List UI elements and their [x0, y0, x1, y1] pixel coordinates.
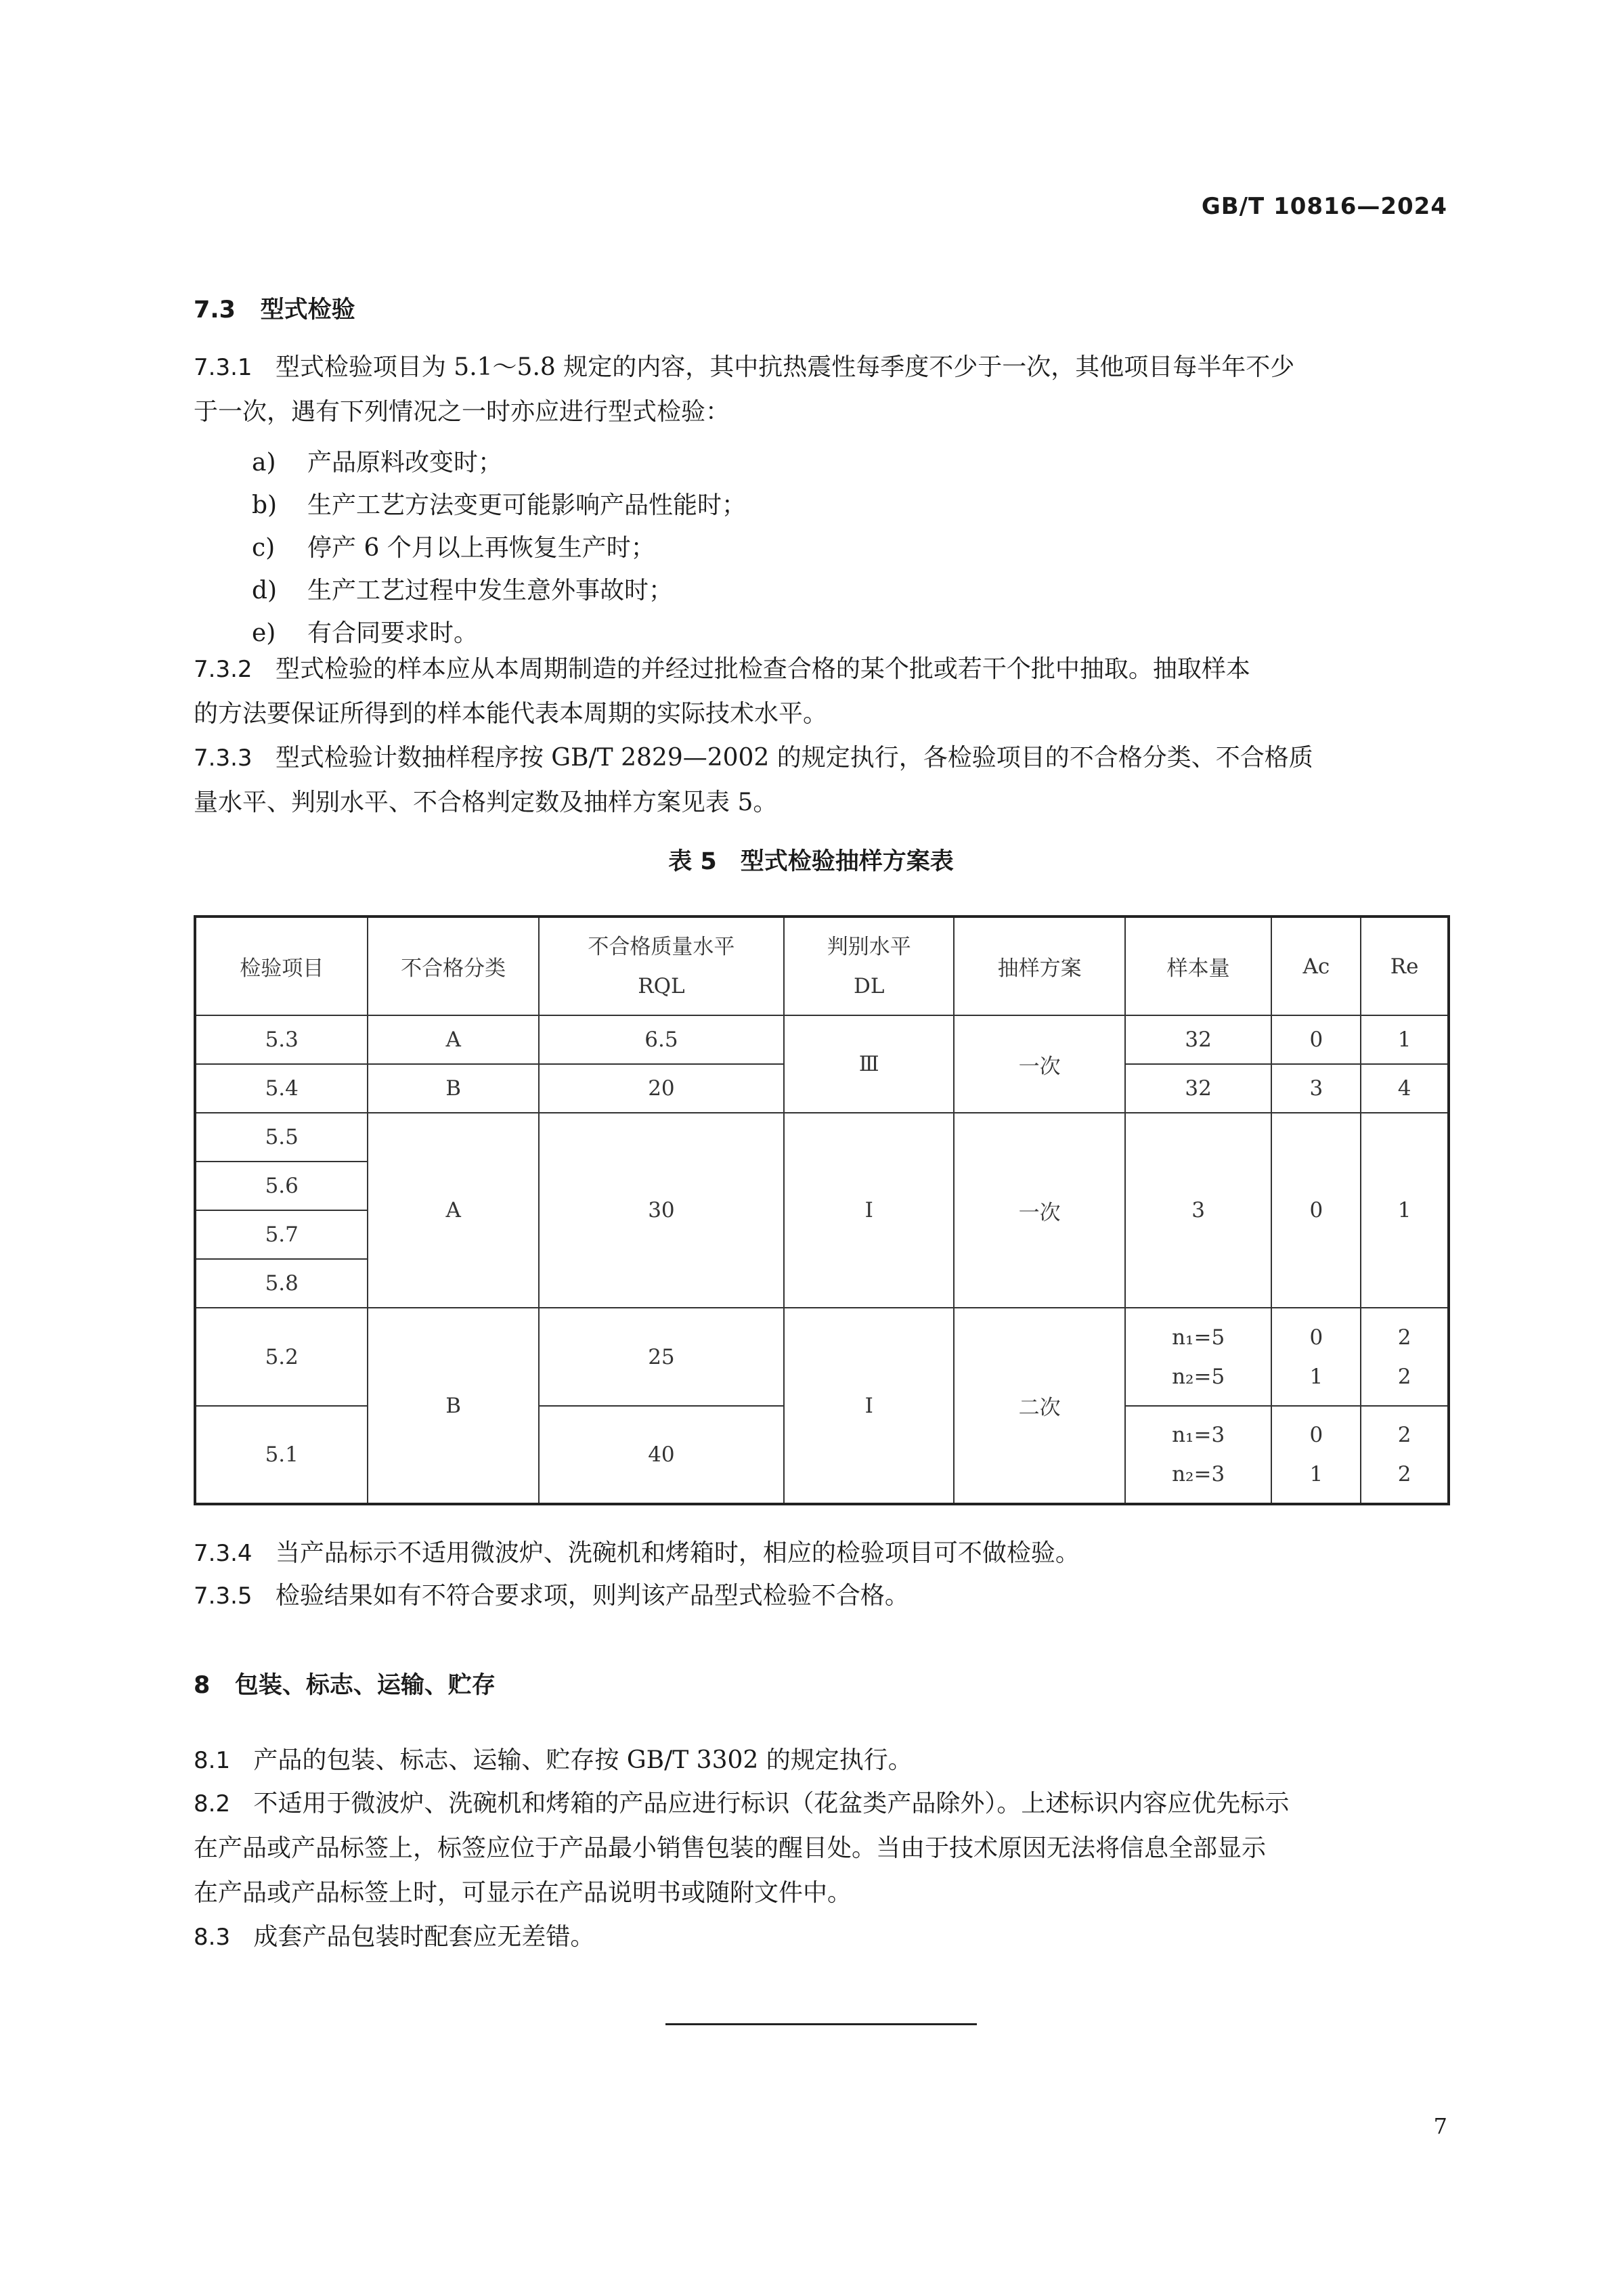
cell-rql: 40 [539, 1406, 784, 1504]
clause-text-line: 不适用于微波炉、洗碗机和烤箱的产品应进行标识（花盆类产品除外）。上述标识内容应优先标示 [253, 1790, 1290, 1817]
sampling-plan-table [194, 915, 1450, 1505]
cell-item: 5.5 [195, 1113, 368, 1162]
end-rule [665, 2023, 977, 2025]
clause-text-line: 的方法要保证所得到的样本能代表本周期的实际技术水平。 [194, 700, 828, 728]
list-label: d) [252, 577, 278, 604]
clause-text: 当产品标示不适用微波炉、洗碗机和烤箱时，相应的检验项目可不做检验。 [275, 1539, 1080, 1567]
clause-text: 检验结果如有不符合要求项，则判该产品型式检验不合格。 [275, 1582, 909, 1610]
list-item [252, 443, 502, 478]
header-rql-line1: 不合格质量水平 [588, 934, 735, 959]
clause-text-line: 型式检验项目为 5.1～5.8 规定的内容，其中抗热震性每季度不少于一次，其他项目每半年不少 [275, 353, 1295, 381]
header-re: Re [1361, 917, 1449, 1015]
clause-text: 产品的包装、标志、运输、贮存按 GB/T 3302 的规定执行。 [253, 1746, 913, 1774]
header-ac: Ac [1271, 917, 1361, 1015]
list-text: 生产工艺过程中发生意外事故时； [307, 577, 674, 604]
cell-item: 5.7 [195, 1210, 368, 1259]
cell-re-1: 2 [1397, 1423, 1411, 1447]
cell-size-n1: n₁=5 [1172, 1325, 1225, 1350]
cell-class: B [368, 1308, 538, 1504]
header-rql-line2: RQL [638, 973, 685, 998]
cell-item: 5.1 [195, 1406, 368, 1504]
cell-re: 1 [1361, 1015, 1449, 1064]
clause-8-2 [194, 1782, 1447, 1916]
clause-text: 成套产品包装时配套应无差错。 [253, 1923, 595, 1951]
cell-ac [1271, 1308, 1361, 1406]
cell-re-1: 2 [1397, 1325, 1411, 1350]
cell-size: 32 [1125, 1064, 1272, 1113]
header-dl-line1: 判别水平 [827, 934, 911, 959]
cell-rql: 25 [539, 1308, 784, 1406]
cell-rql: 20 [539, 1064, 784, 1113]
cell-ac-2: 1 [1309, 1462, 1323, 1486]
cell-dl: Ⅲ [784, 1015, 954, 1113]
section-8-heading [194, 1666, 496, 1700]
cell-plan: 一次 [954, 1015, 1124, 1113]
list-item [252, 529, 655, 563]
list-label: e) [252, 619, 276, 647]
section-number: 8 [194, 1672, 211, 1699]
cell-ac-1: 0 [1309, 1325, 1323, 1350]
clause-number: 7.3.4 [194, 1540, 253, 1567]
header-item: 检验项目 [195, 917, 368, 1015]
cell-item: 5.3 [195, 1015, 368, 1064]
section-title: 型式检验 [260, 296, 355, 324]
cell-rql: 30 [539, 1113, 784, 1308]
clause-7-3-3 [194, 736, 1447, 825]
clause-7-3-1 [194, 345, 1447, 435]
clause-7-3-5 [194, 1574, 1447, 1618]
header-rql [539, 917, 784, 1015]
cell-size: 32 [1125, 1015, 1272, 1064]
clause-number: 8.1 [194, 1747, 231, 1774]
list-text: 有合同要求时。 [307, 619, 479, 647]
header-dl [784, 917, 954, 1015]
cell-ac [1271, 1406, 1361, 1504]
cell-class: A [368, 1113, 538, 1308]
clause-7-3-2 [194, 647, 1447, 736]
clause-8-3 [194, 1915, 1447, 1960]
cell-size-n1: n₁=3 [1172, 1423, 1225, 1447]
cell-item: 5.8 [195, 1259, 368, 1308]
clause-text-line: 型式检验的样本应从本周期制造的并经过批检查合格的某个批或若干个批中抽取。抽取样本 [275, 655, 1250, 683]
clause-text-line: 在产品或产品标签上时，可显示在产品说明书或随附文件中。 [194, 1879, 852, 1907]
list-label: a) [252, 449, 276, 477]
cell-size: 3 [1125, 1113, 1272, 1308]
header-plan: 抽样方案 [954, 917, 1124, 1015]
list-item [252, 614, 478, 648]
cell-class: B [368, 1064, 538, 1113]
section-title: 包装、标志、运输、贮存 [234, 1672, 496, 1699]
cell-item: 5.6 [195, 1162, 368, 1210]
cell-ac-2: 1 [1309, 1364, 1323, 1389]
cell-item: 5.2 [195, 1308, 368, 1406]
cell-dl: Ⅰ [784, 1308, 954, 1504]
clause-number: 7.3.3 [194, 745, 253, 772]
table-row [195, 1113, 1449, 1162]
cell-re-2: 2 [1397, 1462, 1411, 1486]
list-item [252, 571, 673, 606]
clause-number: 8.3 [194, 1924, 231, 1951]
cell-ac: 0 [1271, 1113, 1361, 1308]
header-class: 不合格分类 [368, 917, 538, 1015]
cell-class: A [368, 1015, 538, 1064]
cell-ac-1: 0 [1309, 1423, 1323, 1447]
header-size: 样本量 [1125, 917, 1272, 1015]
cell-size [1125, 1308, 1272, 1406]
cell-ac: 3 [1271, 1064, 1361, 1113]
cell-plan: 二次 [954, 1308, 1124, 1504]
list-text: 生产工艺方法变更可能影响产品性能时； [307, 491, 747, 519]
clause-text-line: 于一次，遇有下列情况之一时亦应进行型式检验： [194, 398, 730, 426]
list-label: c) [252, 534, 276, 562]
cell-re: 1 [1361, 1113, 1449, 1308]
cell-item: 5.4 [195, 1064, 368, 1113]
list-text: 停产 6 个月以上再恢复生产时； [307, 534, 655, 562]
cell-re-2: 2 [1397, 1364, 1411, 1389]
cell-re [1361, 1406, 1449, 1504]
cell-dl: Ⅰ [784, 1113, 954, 1308]
table-row [195, 1308, 1449, 1406]
list-text: 产品原料改变时； [307, 449, 503, 477]
cell-rql: 6.5 [539, 1015, 784, 1064]
section-number: 7.3 [194, 296, 236, 324]
standard-number: GB/T 10816—2024 [1201, 193, 1447, 220]
clause-text-line: 在产品或产品标签上，标签应位于产品最小销售包装的醒目处。当由于技术原因无法将信息全部显示 [194, 1834, 1267, 1862]
header-dl-line2: DL [854, 973, 885, 998]
table-header-row [195, 917, 1449, 1015]
list-label: b) [252, 491, 278, 519]
clause-number: 7.3.1 [194, 354, 253, 381]
list-item [252, 486, 746, 521]
cell-size-n2: n₂=3 [1172, 1462, 1225, 1486]
cell-re: 4 [1361, 1064, 1449, 1113]
table-row [195, 1015, 1449, 1064]
cell-re [1361, 1308, 1449, 1406]
cell-plan: 一次 [954, 1113, 1124, 1308]
table-caption: 表 5 型式检验抽样方案表 [668, 848, 954, 875]
cell-size [1125, 1406, 1272, 1504]
cell-ac: 0 [1271, 1015, 1361, 1064]
page-number: 7 [1433, 2113, 1447, 2139]
clause-number: 8.2 [194, 1790, 231, 1817]
clause-number: 7.3.2 [194, 656, 253, 683]
section-7-3-heading [194, 291, 355, 325]
clause-8-1 [194, 1738, 1447, 1783]
clause-text-line: 型式检验计数抽样程序按 GB/T 2829—2002 的规定执行，各检验项目的不合格分类、不合格质 [275, 744, 1313, 772]
clause-number: 7.3.5 [194, 1583, 253, 1610]
cell-size-n2: n₂=5 [1172, 1364, 1225, 1389]
clause-7-3-4 [194, 1531, 1447, 1576]
clause-text-line: 量水平、判别水平、不合格判定数及抽样方案见表 5。 [194, 789, 778, 816]
